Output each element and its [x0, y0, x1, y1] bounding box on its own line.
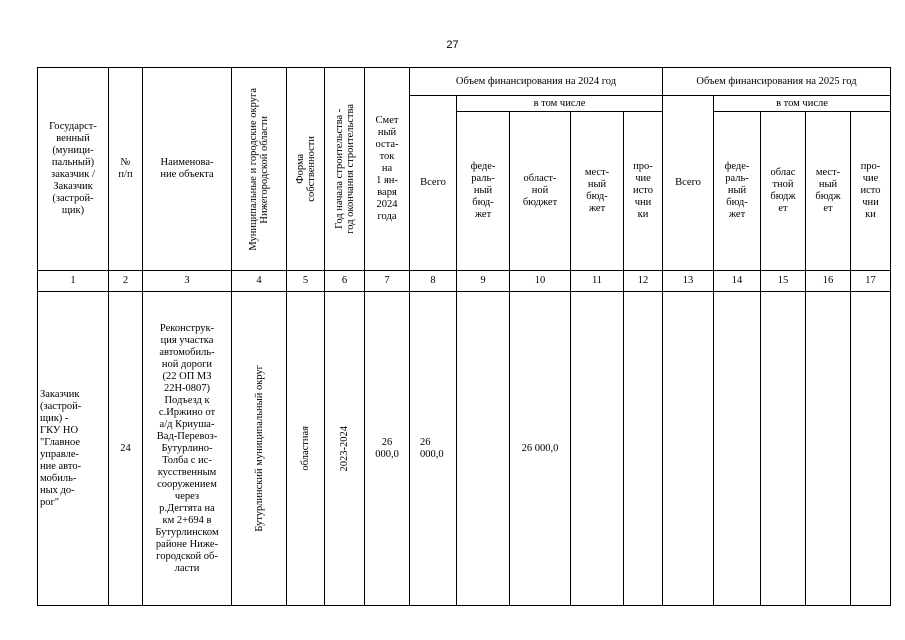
cell-total-2024: 26 000,0 [410, 292, 457, 606]
column-number: 16 [806, 271, 851, 292]
header-federal-2024: феде- раль- ный бюд- жет [457, 112, 510, 271]
column-number: 1 [38, 271, 109, 292]
column-number: 9 [457, 271, 510, 292]
column-number: 11 [571, 271, 624, 292]
cell-local-2025 [806, 292, 851, 606]
column-number: 14 [714, 271, 761, 292]
column-number: 15 [761, 271, 806, 292]
header-ownership-cell [287, 68, 325, 271]
header-number: № п/п [109, 68, 143, 271]
cell-other-2024 [624, 292, 663, 606]
cell-estimate-remainder: 26 000,0 [365, 292, 410, 606]
cell-number: 24 [109, 292, 143, 606]
header-including-2024: в том числе [457, 96, 663, 112]
column-number: 10 [510, 271, 571, 292]
column-number: 8 [410, 271, 457, 292]
header-including-2025: в том числе [714, 96, 891, 112]
cell-ownership: областная [300, 426, 311, 471]
column-number: 4 [232, 271, 287, 292]
header-estimate: Смет ный оста- ток на 1 ян- варя 2024 года [365, 68, 410, 271]
cell-district: Бутурлинский муниципальный округ [253, 365, 265, 532]
header-other-2025: про- чие исто чни ки [851, 112, 891, 271]
cell-ownership-cell [287, 292, 325, 606]
cell-federal-2024 [457, 292, 510, 606]
header-object-name: Наименова- ние объекта [143, 68, 232, 271]
table-row [38, 292, 891, 606]
header-years-cell [325, 68, 365, 271]
column-number: 12 [624, 271, 663, 292]
cell-regional-2025 [761, 292, 806, 606]
header-other-2024: про- чие исто чни ки [624, 112, 663, 271]
column-number: 3 [143, 271, 232, 292]
header-customer: Государст- венный (муници- пальный) заказчик / Заказчик (застрой- щик) [38, 68, 109, 271]
cell-district-cell [232, 292, 287, 606]
column-number: 13 [663, 271, 714, 292]
cell-object-name: Реконструк- ция участка автомобиль- ной дороги (22 ОП МЗ 22Н-0807) Подъезд к с.Иржино от а/д Криуша- Вад-Перевоз- Бутурлино- Толба с ис- кусственным сооружением через р.Дегтята на км 2+694 в Бутурлинском районе Ниже- городской об- ласти [143, 292, 232, 606]
header-federal-2025: феде- раль- ный бюд- жет [714, 112, 761, 271]
column-number: 6 [325, 271, 365, 292]
cell-local-2024 [571, 292, 624, 606]
header-financing-2024: Объем финансирования на 2024 год [410, 68, 663, 96]
header-district: Муниципальные и городские округа Нижегородской области [248, 87, 270, 251]
column-number: 2 [109, 271, 143, 292]
header-total-2024: Всего [410, 96, 457, 271]
cell-years-cell [325, 292, 365, 606]
cell-federal-2025 [714, 292, 761, 606]
header-years: Год начала строительства - год окончания строительства [333, 104, 356, 234]
header-local-2025: мест- ный бюдж ет [806, 112, 851, 271]
header-regional-2025: облас тной бюдж ет [761, 112, 806, 271]
cell-years: 2023-2024 [339, 425, 350, 472]
header-regional-2024: област- ной бюджет [510, 112, 571, 271]
header-financing-2025: Объем финансирования на 2025 год [663, 68, 891, 96]
column-number: 7 [365, 271, 410, 292]
header-local-2024: мест- ный бюд- жет [571, 112, 624, 271]
cell-regional-2024: 26 000,0 [510, 292, 571, 606]
page-number: 27 [446, 39, 459, 51]
cell-total-2025 [663, 292, 714, 606]
column-number: 5 [287, 271, 325, 292]
header-district-cell [232, 68, 287, 271]
header-ownership: Форма собственности [294, 136, 317, 202]
header-total-2025: Всего [663, 96, 714, 271]
cell-other-2025 [851, 292, 891, 606]
cell-customer: Заказчик (застрой- щик) - ГКУ НО "Главное управле- ние авто- мобиль- ных до- рог" [38, 292, 109, 606]
column-number: 17 [851, 271, 891, 292]
financing-table [37, 67, 891, 606]
